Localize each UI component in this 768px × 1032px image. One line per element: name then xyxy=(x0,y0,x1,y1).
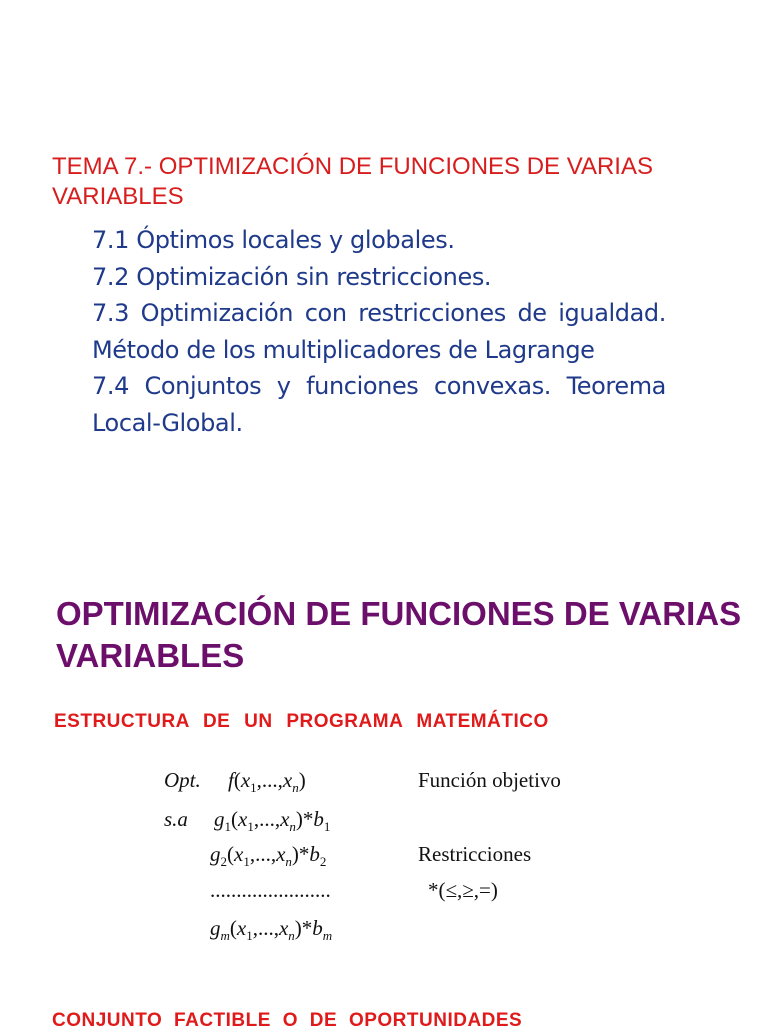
topic-7-3: 7.3 Optimización con restricciones de igualdad. Método de los multiplicadores de Lagrange xyxy=(92,299,666,364)
constraint-m: $g_m(x_1,...,x_n)*b_m$ xyxy=(210,916,333,944)
topic-7-1: 7.1 Óptimos locales y globales. xyxy=(92,226,455,254)
tema-title: TEMA 7.- OPTIMIZACIÓN DE FUNCIONES DE VARIAS VARIABLES xyxy=(52,153,653,210)
program-structure-heading: ESTRUCTURA DE UN PROGRAMA MATEMÁTICO xyxy=(54,711,549,732)
st-label: s.a xyxy=(164,807,188,831)
constraint-1: $g_1(x_1,...,x_n)*b_1$ xyxy=(214,807,331,835)
topic-7-4: 7.4 Conjuntos y funciones convexas. Teorema Local-Global. xyxy=(92,372,666,437)
objective-function: $f(x_1,...,x_n)$ xyxy=(228,768,306,796)
section-title: OPTIMIZACIÓN DE FUNCIONES DE VARIAS VARIABLES xyxy=(56,595,742,674)
constraint-2: $g_2(x_1,...,x_n)*b_2$ xyxy=(210,842,327,870)
topics-list xyxy=(92,222,666,441)
feasible-set-heading: CONJUNTO FACTIBLE O DE OPORTUNIDADES xyxy=(52,1010,523,1031)
opt-label: Opt. xyxy=(164,768,201,792)
constraint-dots: ....................... xyxy=(210,878,331,902)
objective-label: Función objetivo xyxy=(418,768,561,792)
relations-set: *(≤,≥,=) xyxy=(428,878,498,902)
topic-7-2: 7.2 Optimización sin restricciones. xyxy=(92,262,492,291)
constraints-label: Restricciones xyxy=(418,842,532,866)
